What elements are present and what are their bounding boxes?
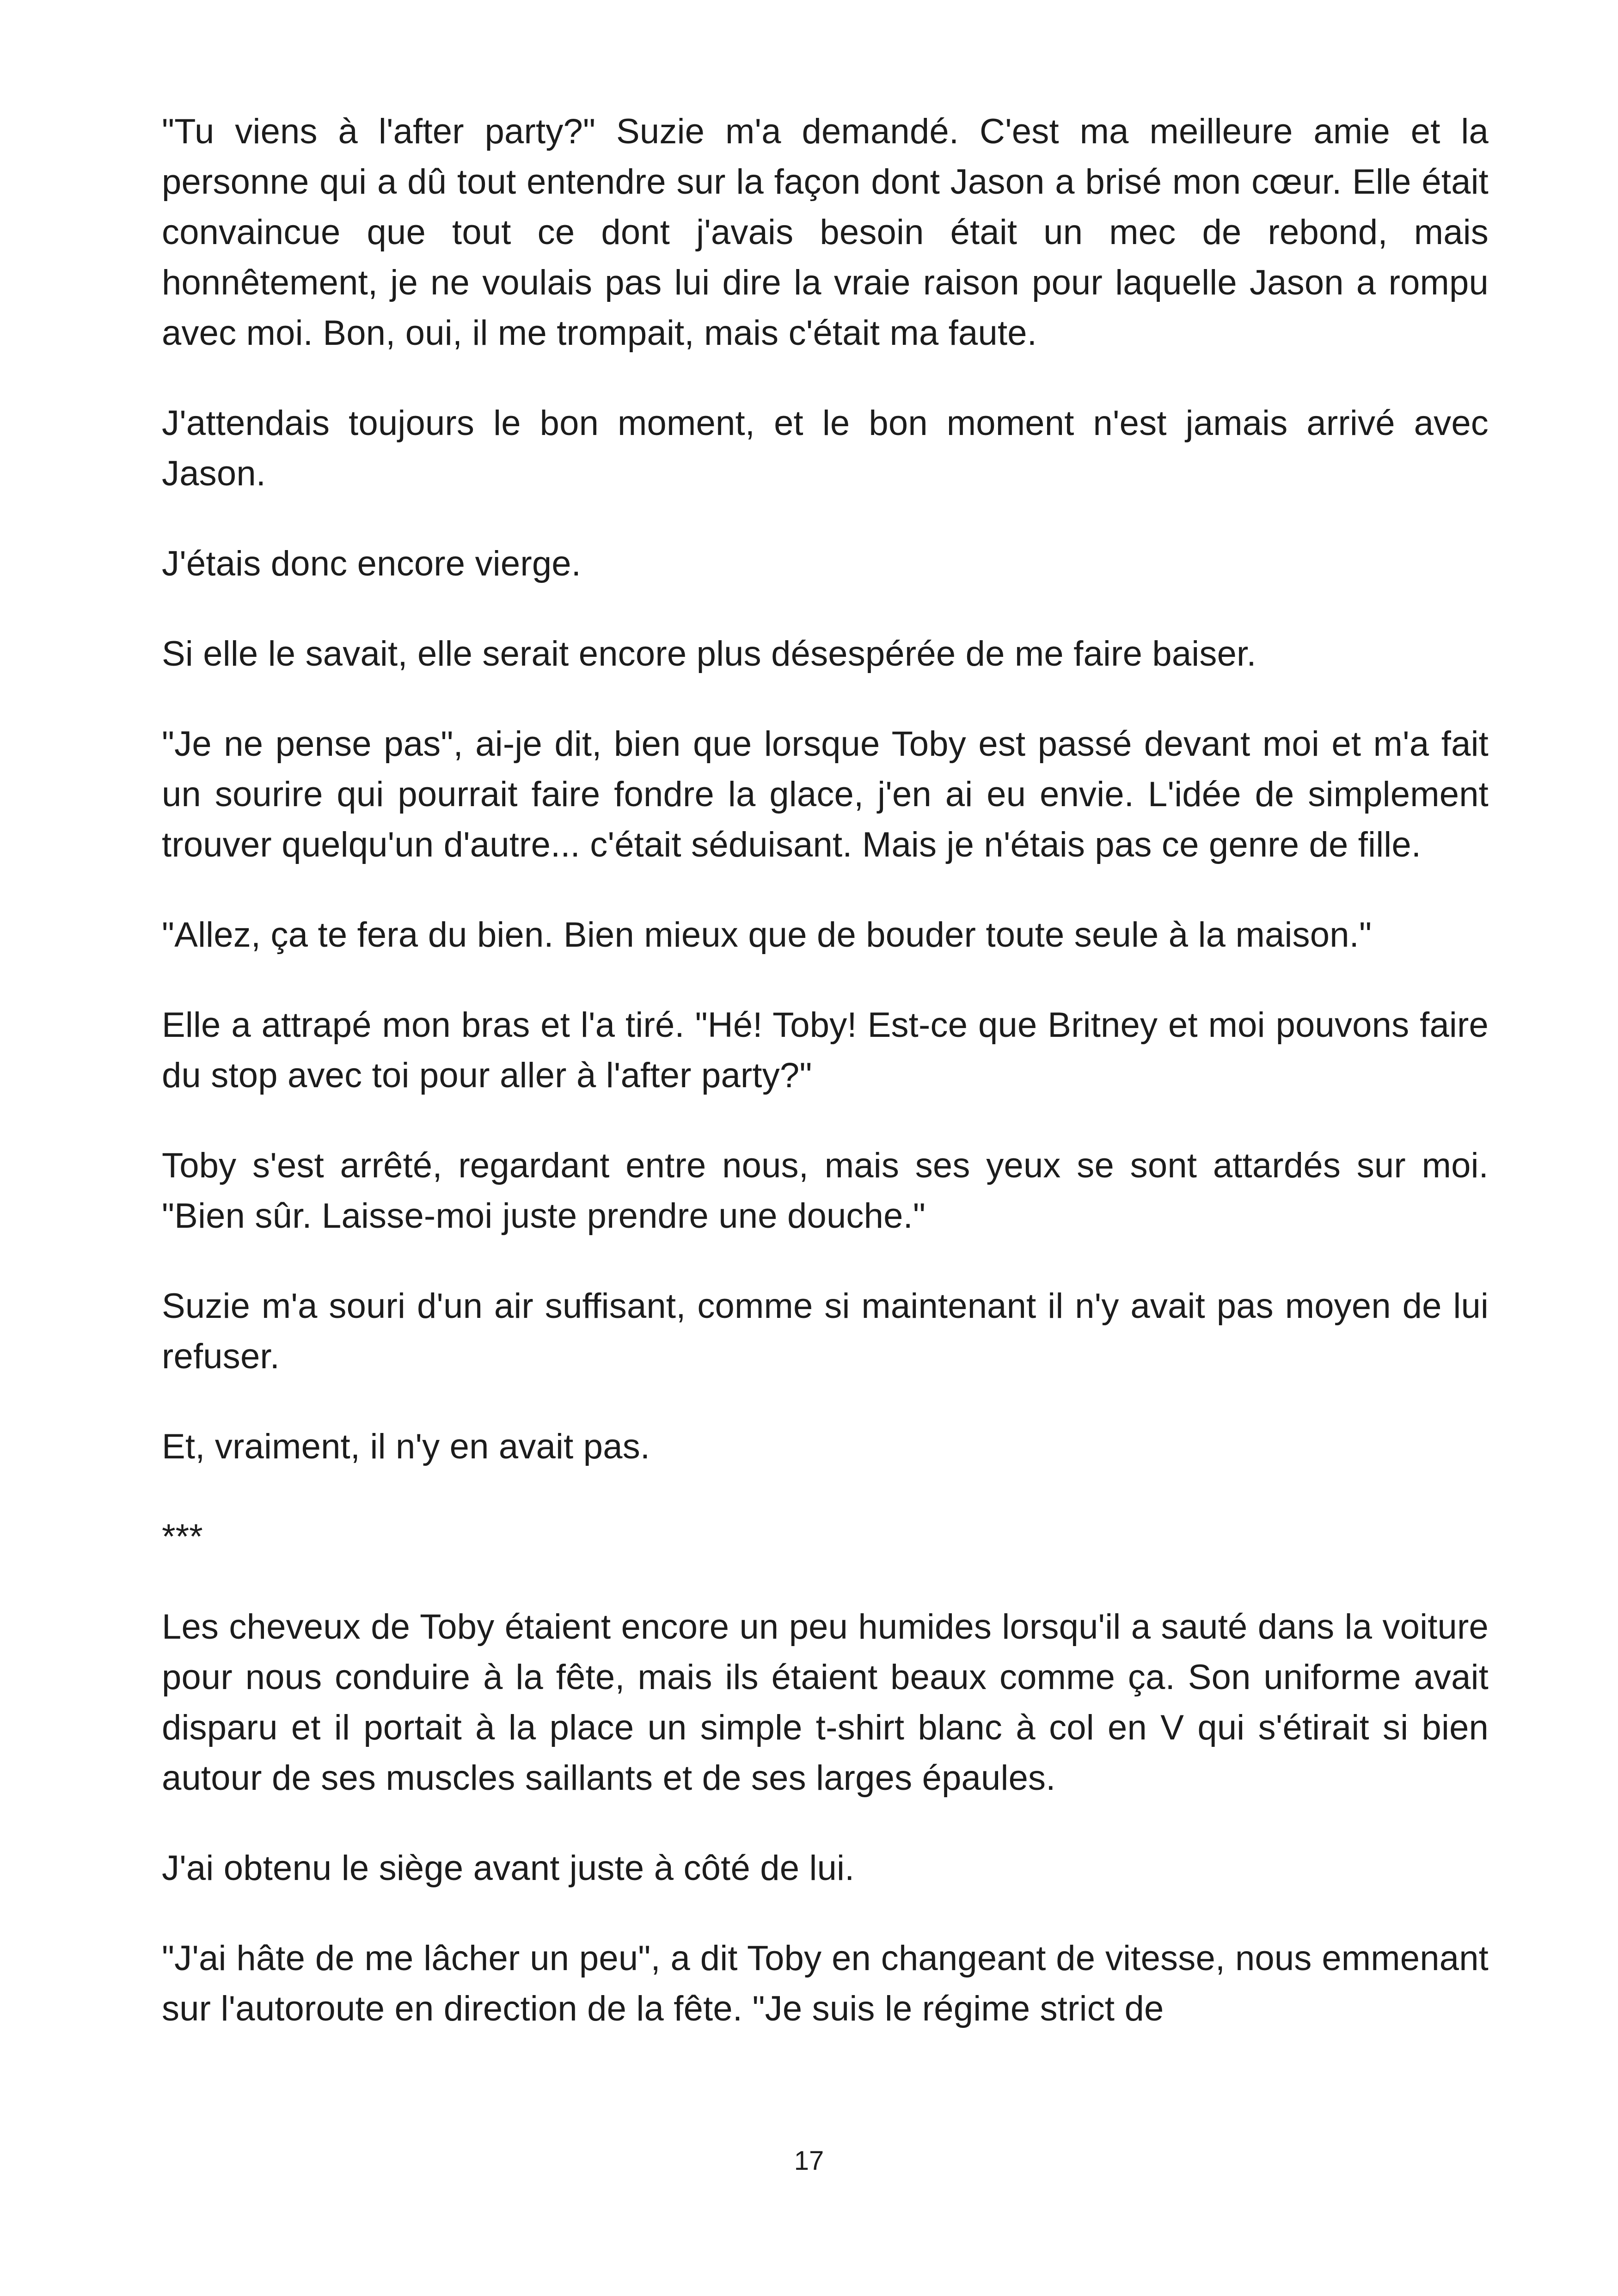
paragraph: "J'ai hâte de me lâcher un peu", a dit Toby en changeant de vitesse, nous emmenant sur l'autoroute en direction de la fête. "Je suis le régime strict de [162, 1939, 1489, 2028]
paragraph: Si elle le savait, elle serait encore plus désespérée de me faire baiser. [162, 634, 1256, 673]
paragraph: Les cheveux de Toby étaient encore un peu humides lorsqu'il a sauté dans la voiture pour nous conduire à la fête, mais ils étaient beaux comme ça. Son uniforme avait disparu et il portait à la place un simple t-shirt blanc à col en V qui s'étirait si bien autour de ses muscles saillants et de ses larges épaules. [162, 1607, 1489, 1798]
paragraph: "Allez, ça te fera du bien. Bien mieux que de bouder toute seule à la maison." [162, 915, 1372, 955]
paragraph: J'étais donc encore vierge. [162, 544, 582, 583]
paragraph: Et, vraiment, il n'y en avait pas. [162, 1427, 650, 1466]
paragraph: Suzie m'a souri d'un air suffisant, comme si maintenant il n'y avait pas moyen de lui refuser. [162, 1286, 1489, 1376]
paragraph: J'attendais toujours le bon moment, et le bon moment n'est jamais arrivé avec Jason. [162, 404, 1489, 493]
page-number: 17 [794, 2146, 824, 2176]
body-text [162, 106, 1489, 2034]
paragraph: "Tu viens à l'after party?" Suzie m'a demandé. C'est ma meilleure amie et la personne qui a dû tout entendre sur la façon dont Jason a brisé mon cœur. Elle était convaincue que tout ce dont j'avais besoin était un mec de rebond, mais honnêtement, je ne voulais pas lui dire la vraie raison pour laquelle Jason a rompu avec moi. Bon, oui, il me trompait, mais c'était ma faute. [162, 112, 1489, 353]
paragraph: Elle a attrapé mon bras et l'a tiré. "Hé! Toby! Est-ce que Britney et moi pouvons faire du stop avec toi pour aller à l'after party?" [162, 1005, 1489, 1095]
paragraph: "Je ne pense pas", ai-je dit, bien que lorsque Toby est passé devant moi et m'a fait un sourire qui pourrait faire fondre la glace, j'en ai eu envie. L'idée de simplement trouver quelqu'un d'autre... c'était séduisant. Mais je n'étais pas ce genre de fille. [162, 724, 1489, 864]
paragraph: J'ai obtenu le siège avant juste à côté de lui. [162, 1849, 855, 1888]
paragraph: Toby s'est arrêté, regardant entre nous, mais ses yeux se sont attardés sur moi. "Bien sûr. Laisse-moi juste prendre une douche." [162, 1146, 1489, 1236]
scene-separator: *** [162, 1517, 203, 1556]
